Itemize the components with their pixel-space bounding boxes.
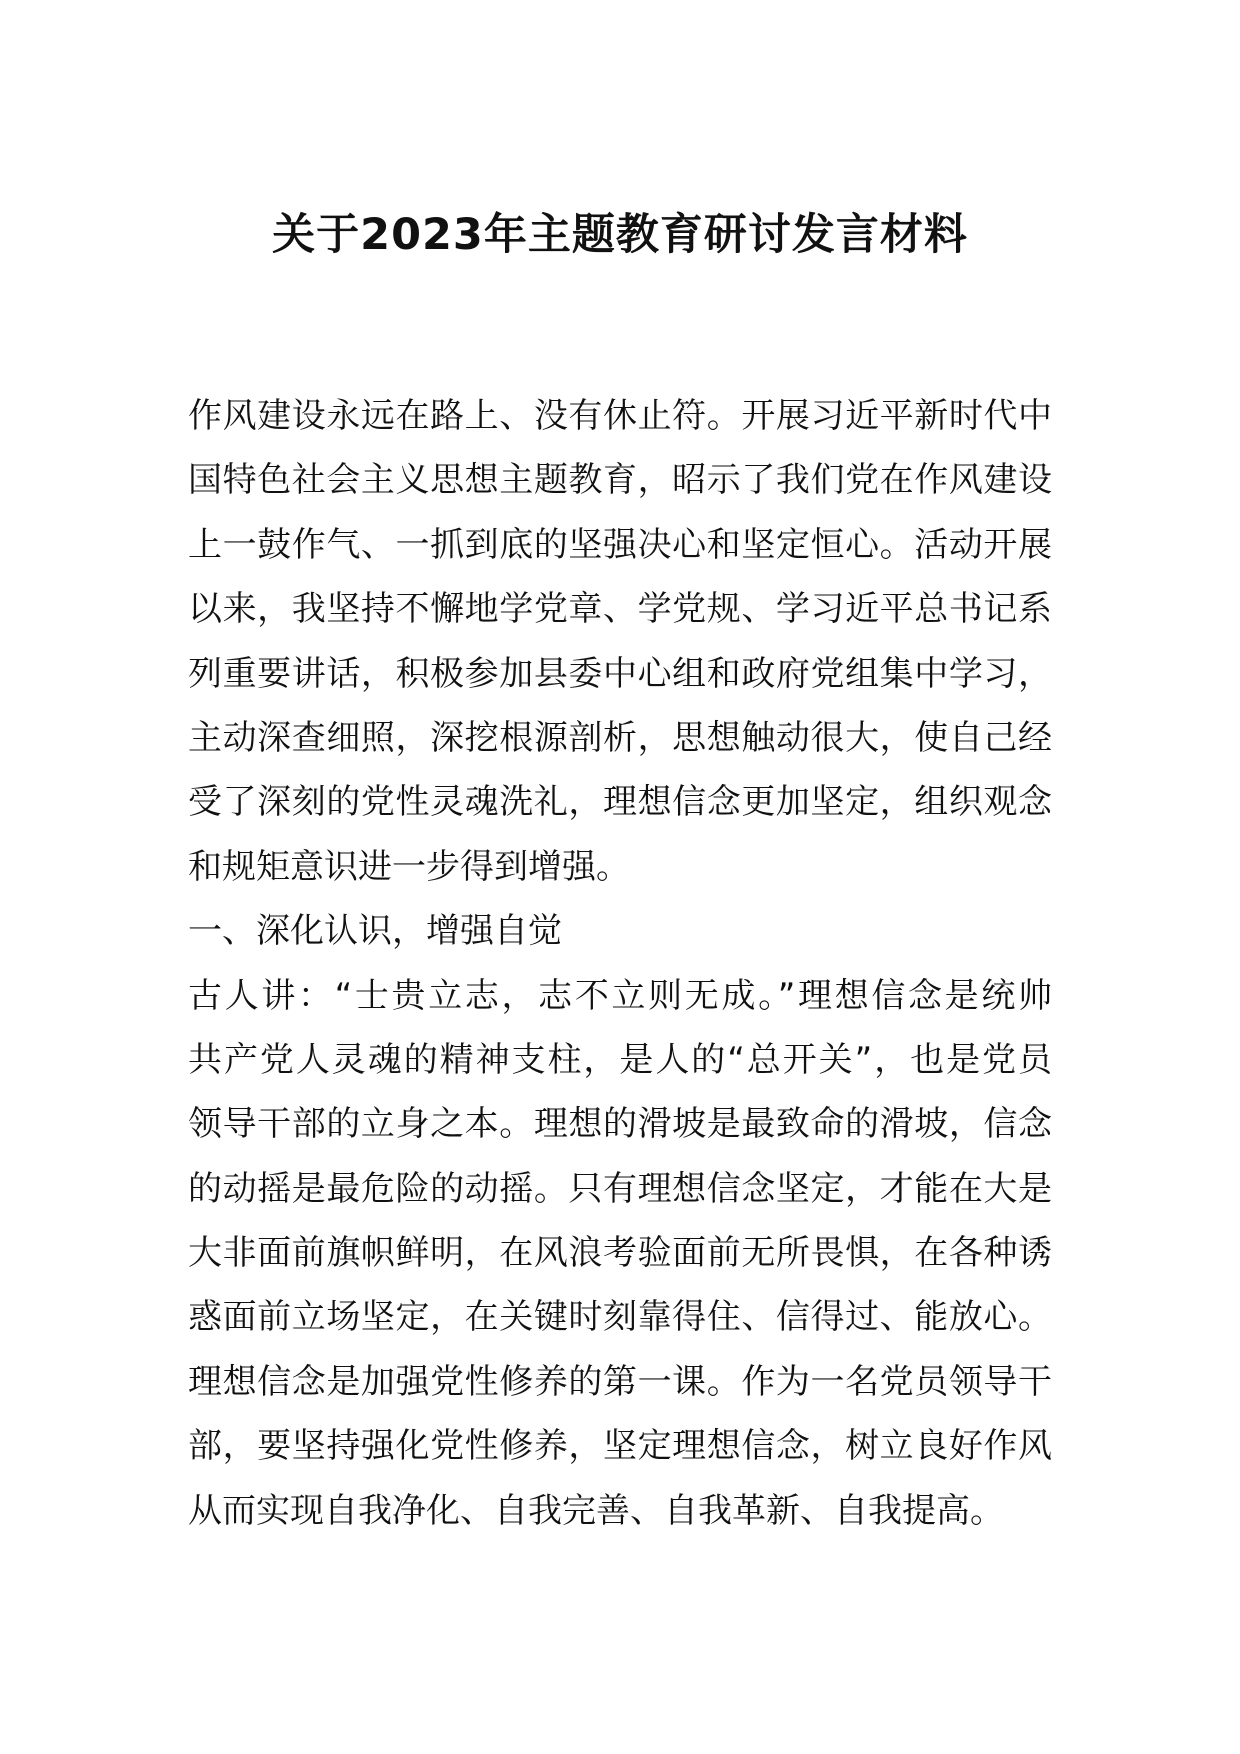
text-line: 国特色社会主义思想主题教育，昭示了我们党在作风建设	[188, 460, 1052, 501]
paragraph-section-one	[188, 964, 1052, 1544]
text-line: 主动深查细照，深挖根源剖析，思想触动很大，使自己经	[188, 717, 1052, 758]
text-line: 理想信念是加强党性修养的第一课。作为一名党员领导干	[188, 1361, 1052, 1402]
section-heading	[188, 899, 1052, 963]
text-line: 惑面前立场坚定，在关键时刻靠得住、信得过、能放心。	[188, 1297, 1052, 1338]
text-line: 上一鼓作气、一抓到底的坚强决心和坚定恒心。活动开展	[188, 524, 1052, 565]
text-line: 和规矩意识进一步得到增强。	[188, 846, 630, 887]
text-line: 的动摇是最危险的动摇。只有理想信念坚定，才能在大是	[188, 1168, 1052, 1209]
text-line: 从而实现自我净化、自我完善、自我革新、自我提高。	[188, 1490, 1004, 1531]
text-line: 列重要讲话，积极参加县委中心组和政府党组集中学习，	[188, 653, 1052, 694]
paragraph-intro	[188, 384, 1052, 899]
document-body	[188, 384, 1052, 1543]
text-line: 以来，我坚持不懈地学党章、学党规、学习近平总书记系	[188, 589, 1052, 630]
text-line: 受了深刻的党性灵魂洗礼，理想信念更加坚定，组织观念	[188, 782, 1052, 823]
document-title: 关于2023年主题教育研讨发言材料	[272, 210, 968, 260]
text-line: 共产党人灵魂的精神支柱，是人的“总开关”，也是党员	[188, 1039, 1052, 1080]
section-heading-text: 一、深化认识，增强自觉	[188, 911, 562, 952]
text-line: 古人讲：“士贵立志，志不立则无成。”理想信念是统帅	[188, 975, 1052, 1016]
text-line: 领导干部的立身之本。理想的滑坡是最致命的滑坡，信念	[188, 1104, 1052, 1145]
text-line: 部，要坚持强化党性修养，坚定理想信念，树立良好作风	[188, 1426, 1052, 1467]
text-line: 作风建设永远在路上、没有休止符。开展习近平新时代中	[188, 396, 1052, 436]
text-line: 大非面前旗帜鲜明，在风浪考验面前无所畏惧，在各种诱	[188, 1233, 1052, 1274]
